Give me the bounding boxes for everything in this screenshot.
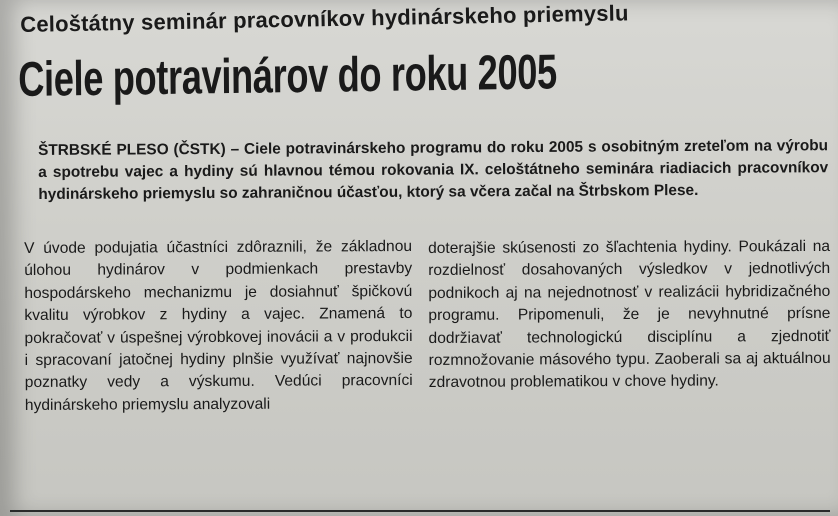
column-right-text: doterajšie skúsenosti zo šľachtenia hydiny. Poukázali na rozdielnosť dosahovaných výsledkov v jednotlivých podnikoch aj na nejednotnosť v realizácii hybridizačného programu. Pripomenuli, že je nevyhnutné prísne dodržiavať technologickú disciplínu a zjednotiť rozmnožovanie másového typu. Zaoberali sa aj aktuálnou zdravotnou problematikou v chove hydiny. — [428, 237, 831, 392]
column-left-text: V úvode podujatia účastníci zdôraznili, že základnou úlohou hydinárov v podmienkach prestavby hospodárskeho mechanizmu je dosiahnuť špičkovú kvalitu výrobkov z hydiny a vajec. Znamená to pokračovať v úspešnej výrobkovej inovácii a v produkcii i spracovaní jatočnej hydiny plnšie využívať najnovšie poznatky vedy a výskumu. Vedúci pracovníci hydinárskeho priemyslu analyzovali — [24, 237, 413, 414]
article-headline: Ciele potravinárov do roku 2005 — [18, 45, 558, 107]
article-column-left — [24, 236, 413, 417]
article-lead — [38, 135, 828, 206]
article-kicker: Celoštátny seminár pracovníkov hydinárskeho priemyslu — [20, 0, 629, 37]
bottom-rule — [10, 510, 830, 512]
article-column-right — [428, 236, 831, 395]
lead-paragraph: ŠTRBSKÉ PLESO (ČSTK) – Ciele potravinárskeho programu do roku 2005 s osobitným zreteľom na výrobu a spotrebu vajec a hydiny sú hlavnou témou rokovania IX. celoštátneho seminára riadiacich pracovníkov hydinárskeho priemyslu so zahraničnou účasťou, ktorý sa včera začal na Štrbskom Plese. — [38, 137, 829, 203]
